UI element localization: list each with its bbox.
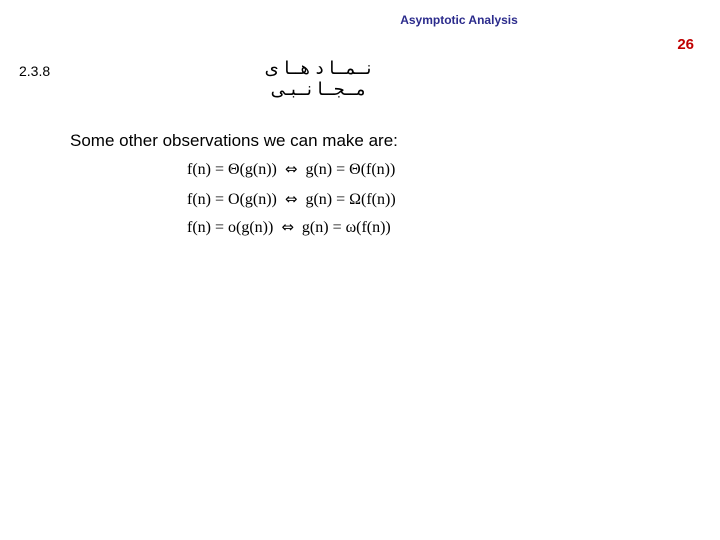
iff-symbol: ⇔	[284, 160, 298, 178]
intro-text: Some other observations we can make are:	[70, 131, 398, 150]
iff-symbol: ⇔	[281, 218, 294, 236]
equation-line	[187, 160, 395, 179]
equation-rhs: g(n) = Θ(f(n))	[305, 161, 396, 178]
header-title: Asymptotic Analysis	[400, 13, 518, 27]
equation-rhs: g(n) = Ω(f(n))	[305, 191, 396, 208]
section-title: ﻧــﻤــﺎ ﺩ ﻫــﺎ ی ﻣــﺠــﺎ ﻧــﺒـی	[264, 58, 372, 100]
equation-line	[187, 190, 396, 209]
equation-line	[187, 218, 391, 237]
equation-lhs: f(n) = o(g(n))	[187, 219, 274, 236]
equation-rhs: g(n) = ω(f(n))	[301, 219, 391, 236]
section-number: 2.3.8	[19, 63, 51, 79]
equation-lhs: f(n) = Θ(g(n))	[187, 161, 277, 178]
iff-symbol: ⇔	[284, 190, 298, 208]
slide-number: 26	[677, 36, 694, 53]
equation-lhs: f(n) = O(g(n))	[187, 191, 277, 208]
